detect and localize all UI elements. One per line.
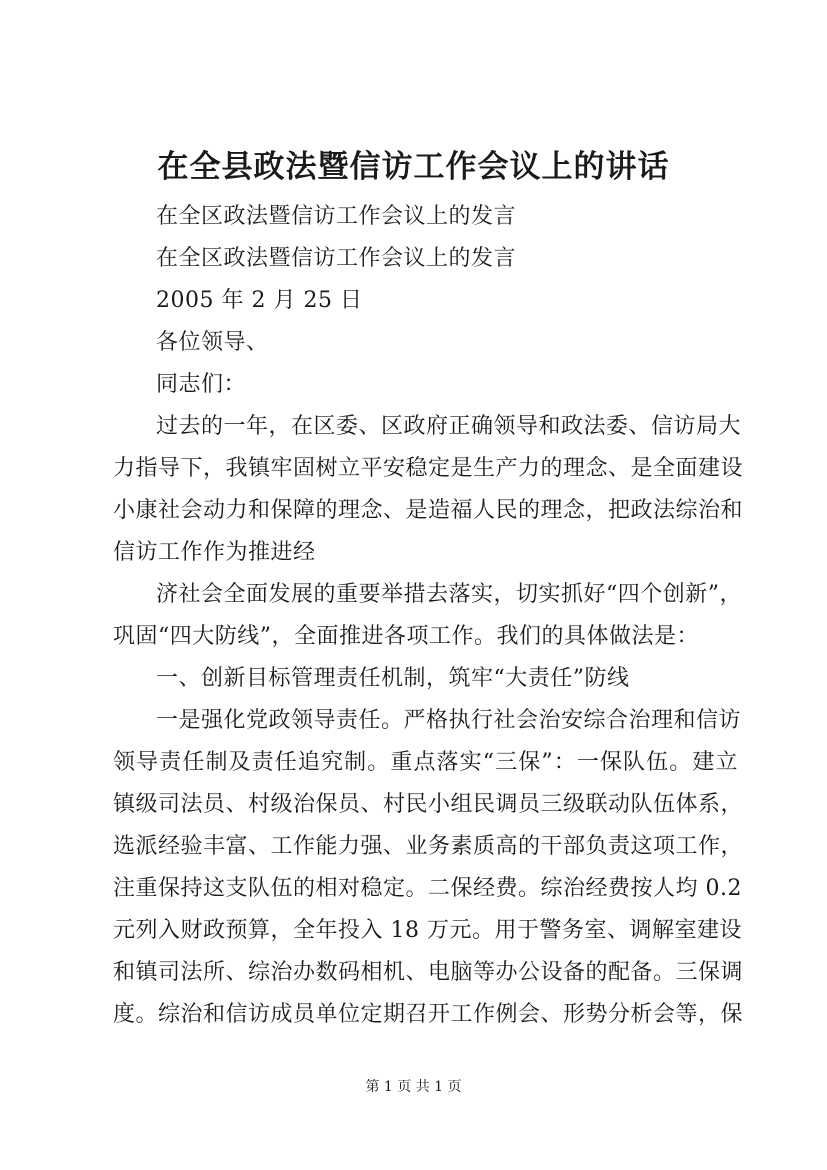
document-body [113, 196, 744, 1036]
paragraph-line: 度。综治和信访成员单位定期召开工作例会、形势分析会等，保 [113, 1002, 744, 1027]
paragraph-line: 领导责任制及责任追究制。重点落实“三保”：一保队伍。建立 [113, 750, 738, 775]
paragraph-line: 元列入财政预算，全年投入 18 万元。用于警务室、调解室建设 [113, 918, 742, 943]
paragraph-line: 一是强化党政领导责任。严格执行社会治安综合治理和信访 [156, 708, 742, 733]
subtitle-line: 在全区政法暨信访工作会议上的发言 [156, 204, 517, 229]
paragraph-line: 选派经验丰富、工作能力强、业务素质高的干部负责这项工作， [113, 834, 744, 859]
paragraph-line: 济社会全面发展的重要举措去落实，切实抓好“四个创新”， [156, 582, 742, 607]
paragraph-line: 巩固“四大防线”，全面推进各项工作。我们的具体做法是： [113, 624, 699, 649]
paragraph-line: 和镇司法所、综治办数码相机、电脑等办公设备的配备。三保调 [113, 960, 744, 985]
date-line: 2005 年 2 月 25 日 [156, 288, 363, 313]
paragraph-line: 镇级司法员、村级治保员、村民小组民调员三级联动队伍体系， [113, 792, 744, 817]
paragraph-line: 注重保持这支队伍的相对稳定。二保经费。综治经费按人均 0.2 [113, 876, 742, 901]
subtitle-line: 在全区政法暨信访工作会议上的发言 [156, 246, 517, 271]
document-title: 在全县政法暨信访工作会议上的讲话 [157, 149, 670, 185]
salutation-line: 同志们： [156, 372, 247, 397]
paragraph-line: 信访工作作为推进经 [113, 540, 316, 565]
page-number-footer: 第 1 页 共 1 页 [365, 1079, 462, 1095]
paragraph-line: 过去的一年，在区委、区政府正确领导和政法委、信访局大 [156, 414, 742, 439]
section-heading: 一、创新目标管理责任机制，筑牢“大责任”防线 [156, 666, 630, 691]
paragraph-line: 力指导下，我镇牢固树立平安稳定是生产力的理念、是全面建设 [113, 456, 744, 481]
salutation-line: 各位领导、 [156, 330, 269, 355]
paragraph-line: 小康社会动力和保障的理念、是造福人民的理念，把政法综治和 [113, 498, 744, 523]
